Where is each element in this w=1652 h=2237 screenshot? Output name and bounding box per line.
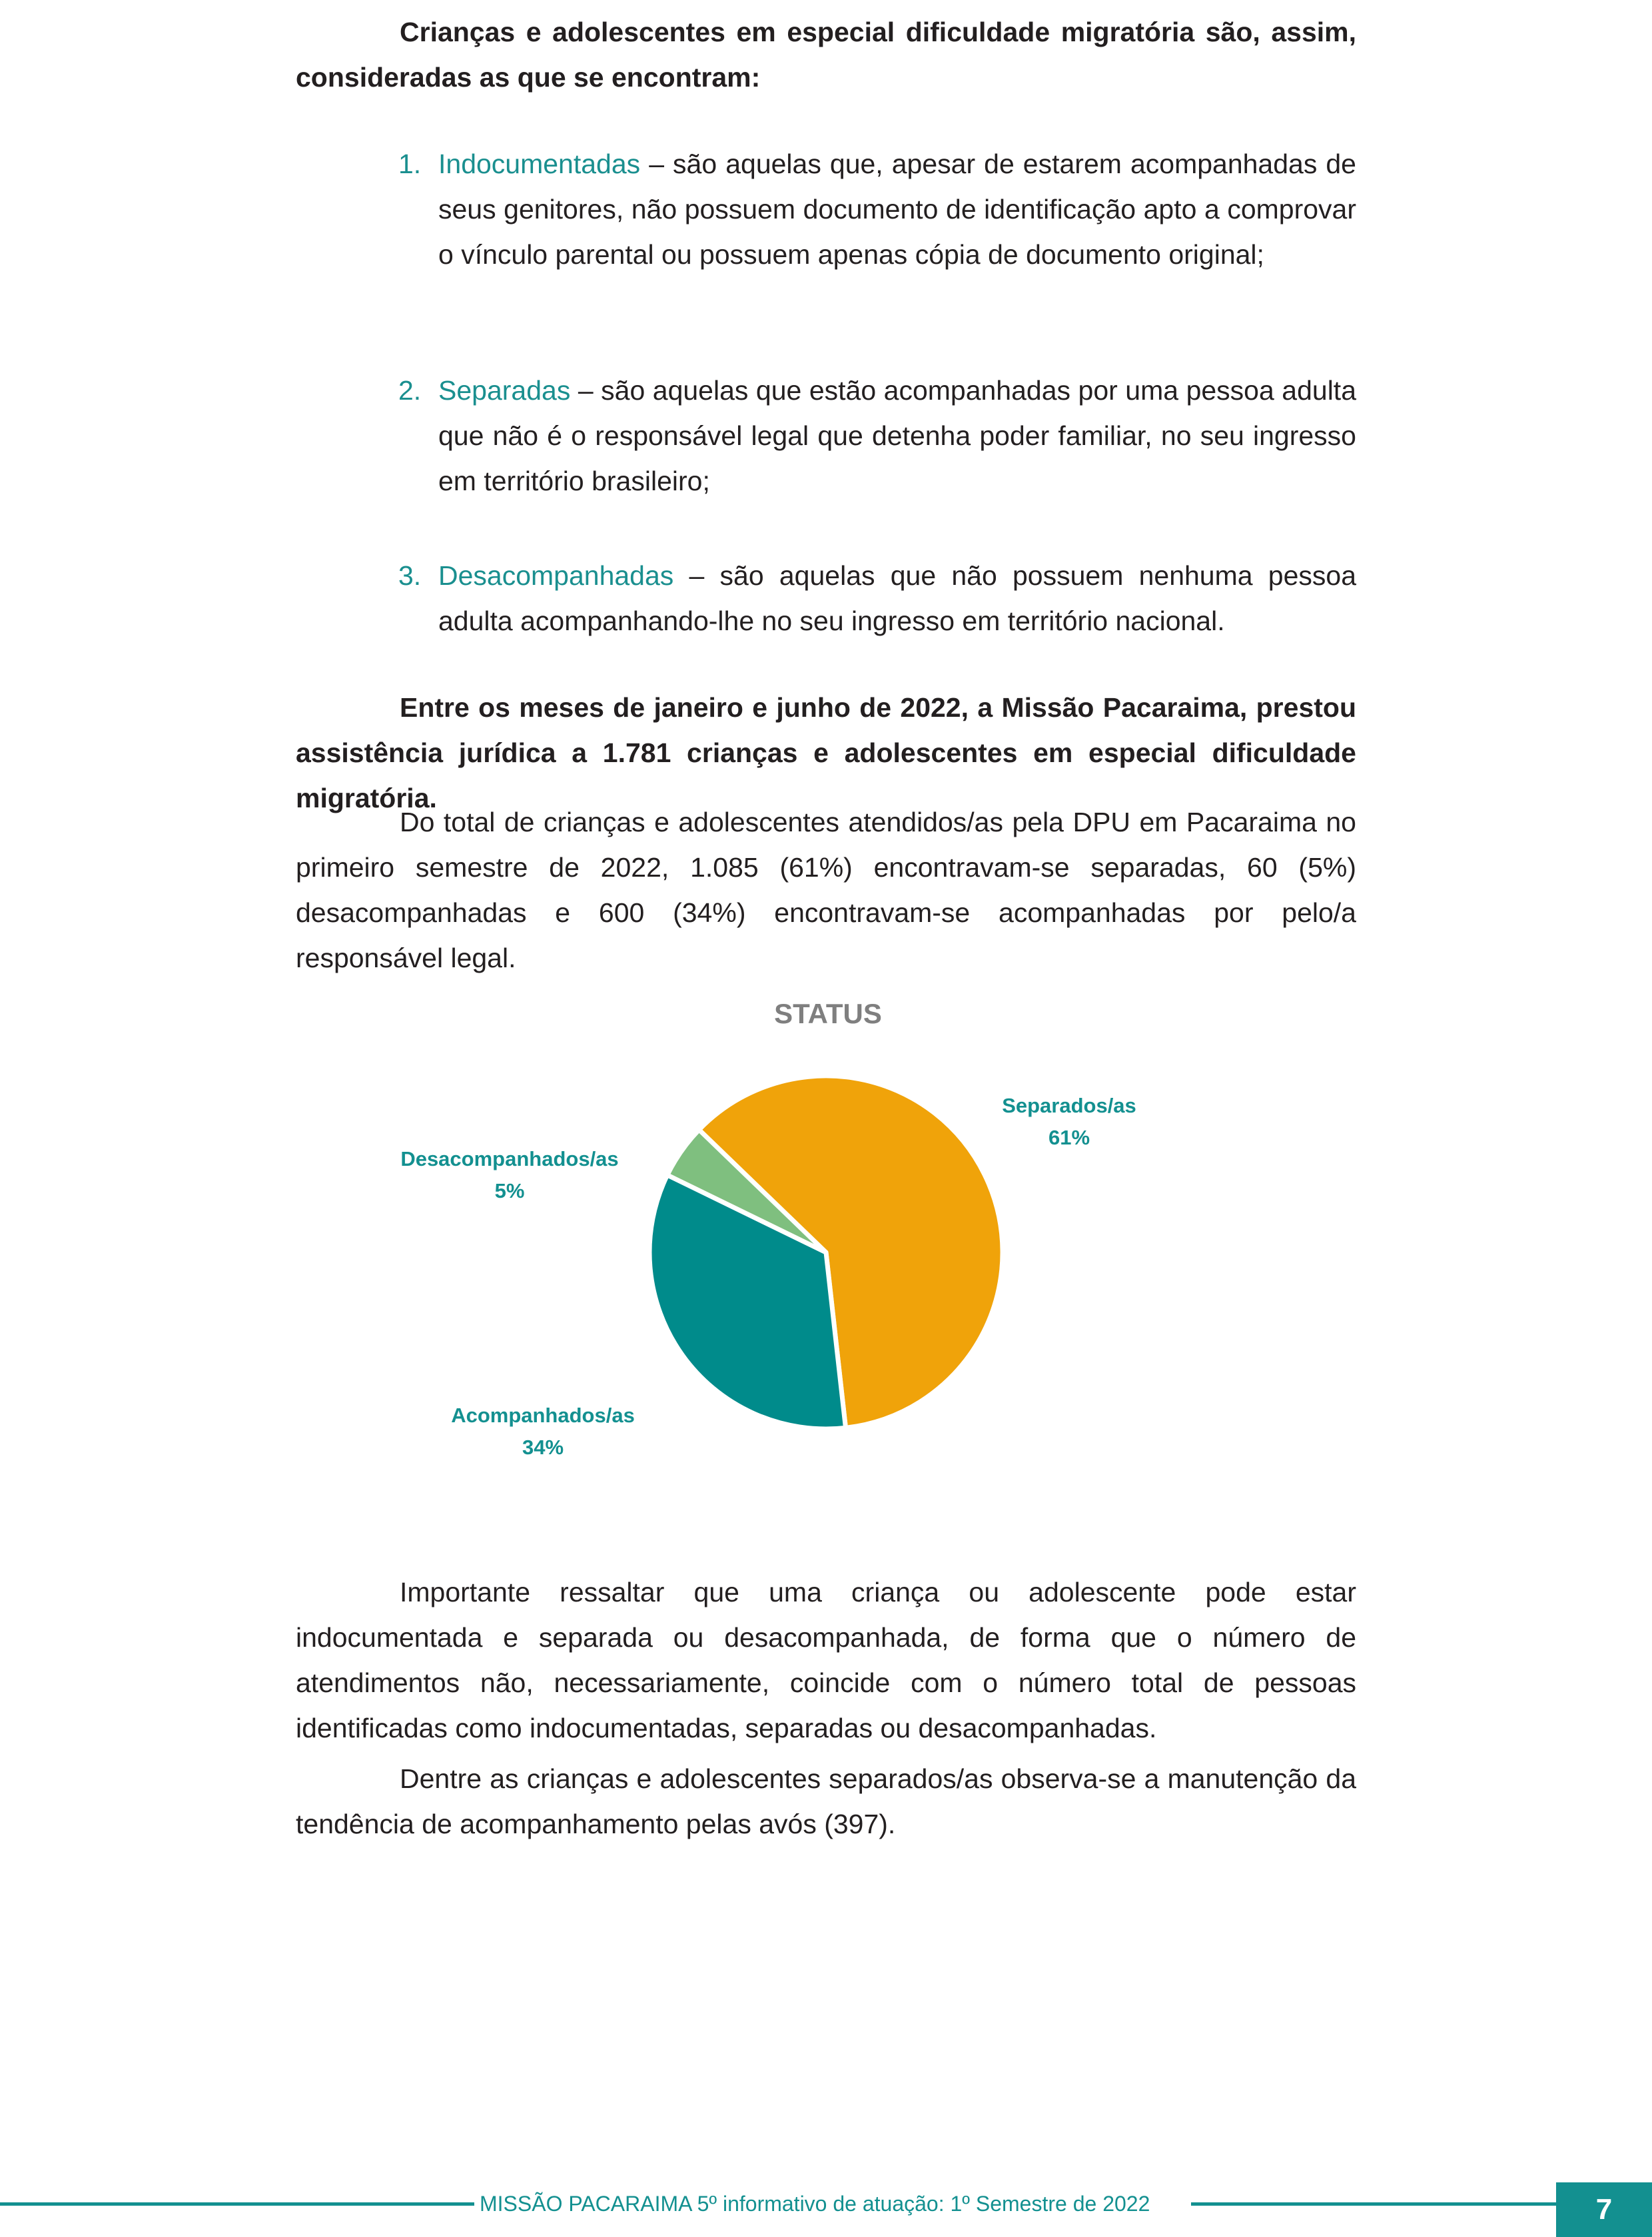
intro-paragraph: Crianças e adolescentes em especial dificuldade migratória são, assim, consideradas as que se encontram: [296,17,1356,93]
page-number: 7 [1556,2182,1652,2237]
chart-title: STATUS [774,998,882,1029]
slice-label: Separados/as [1002,1094,1136,1117]
definition-item [398,553,1356,644]
item-text: – são aquelas que não possuem nenhuma pessoa adulta acompanhando-lhe no seu ingresso em território nacional. [438,560,1356,636]
item-text: – são aquelas que estão acompanhadas por uma pessoa adulta que não é o responsável legal que detenha poder familiar, no seu ingresso em território brasileiro; [438,375,1356,496]
item-number: 3. [398,560,422,591]
footer-title: MISSÃO PACARAIMA 5º informativo de atuação: 1º Semestre de 2022 [474,2188,1191,2220]
definition-item [398,141,1356,277]
slice-value-label: 61% [1048,1126,1090,1149]
slice-label: Desacompanhados/as [400,1147,619,1170]
item-term: Separadas [438,375,571,406]
total-paragraph: Do total de crianças e adolescentes atendidos/as pela DPU em Pacaraima no primeiro semestre de 2022, 1.085 (61%) encontravam-se separadas, 60 (5%) desacompanhadas e 600 (34%) encontravam-se acompanhadas por pelo/a responsável legal. [296,807,1356,973]
slice-value-label: 5% [494,1179,525,1202]
definition-item [398,368,1356,504]
item-term: Desacompanhadas [438,560,674,591]
important-paragraph: Importante ressaltar que uma criança ou adolescente pode estar indocumentada e separada ou desacompanhada, de forma que o número de atendimentos não, necessariamente, coincide com o número total de pessoas identificadas como indocumentadas, separadas ou desacompanhadas. [296,1577,1356,1743]
item-term: Indocumentadas [438,149,641,179]
trend-paragraph: Dentre as crianças e adolescentes separados/as observa-se a manutenção da tendência de acompanhamento pelas avós (397). [296,1763,1356,1839]
status-pie-chart [373,993,1279,1486]
item-number: 1. [398,149,422,179]
slice-label: Acompanhados/as [451,1404,635,1427]
item-text: – são aquelas que, apesar de estarem acompanhadas de seus genitores, não possuem documento de identificação apto a comprovar o vínculo parental ou possuem apenas cópia de documento original; [438,149,1356,270]
item-number: 2. [398,375,422,406]
highlight-paragraph: Entre os meses de janeiro e junho de 2022, a Missão Pacaraima, prestou assistência jurídica a 1.781 crianças e adolescentes em especial dificuldade migratória. [296,692,1356,813]
slice-value-label: 34% [522,1436,564,1459]
